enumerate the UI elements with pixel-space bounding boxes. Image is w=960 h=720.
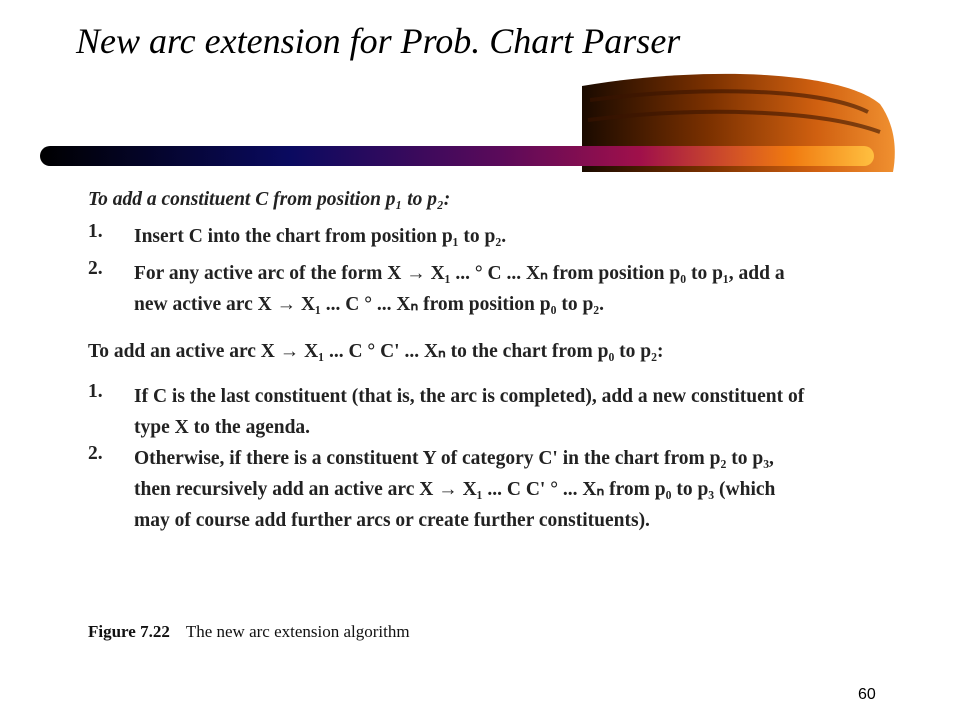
item-number: 1. (88, 381, 103, 402)
figure-caption-text: The new arc extension algorithm (185, 622, 410, 641)
item-line: Insert C into the chart from position p₁ to p₂. (134, 226, 507, 247)
item-number: 2. (88, 443, 103, 464)
item-line: For any active arc of the form X → X₁ ... ° C ... Xₙ from position p₀ to p₁, add a (134, 263, 785, 284)
page-number: 60 (858, 686, 876, 703)
item-number: 2. (88, 258, 103, 279)
section2-item-2 (88, 443, 918, 536)
gradient-bar (40, 146, 874, 166)
section1-item-2 (88, 258, 918, 320)
section1-item-1 (88, 221, 918, 252)
section2-heading: To add an active arc X → X₁ ... C ° C' ... Xₙ to the chart from p₀ to p₂: (88, 341, 664, 362)
page-title: New arc extension for Prob. Chart Parser (76, 21, 681, 61)
item-number: 1. (88, 221, 103, 242)
item-line: may of course add further arcs or create further constituents). (134, 510, 650, 531)
item-line: If C is the last constituent (that is, the arc is completed), add a new constituent of (134, 386, 805, 407)
item-line: new active arc X → X₁ ... C ° ... Xₙ from position p₀ to p₂. (134, 294, 605, 315)
section1-heading: To add a constituent C from position p₁ to p₂: (88, 189, 451, 210)
item-line: type X to the agenda. (134, 417, 311, 438)
algorithm-figure (88, 184, 918, 536)
figure-caption (88, 622, 410, 642)
item-line: Otherwise, if there is a constituent Y of category C' in the chart from p₂ to p₃, (134, 448, 774, 469)
figure-caption-label: Figure 7.22 (88, 622, 170, 641)
item-line: then recursively add an active arc X → X₁ ... C C' ° ... Xₙ from p₀ to p₃ (which (134, 479, 776, 500)
section2-item-1 (88, 381, 918, 443)
decorative-swoosh (0, 0, 960, 180)
